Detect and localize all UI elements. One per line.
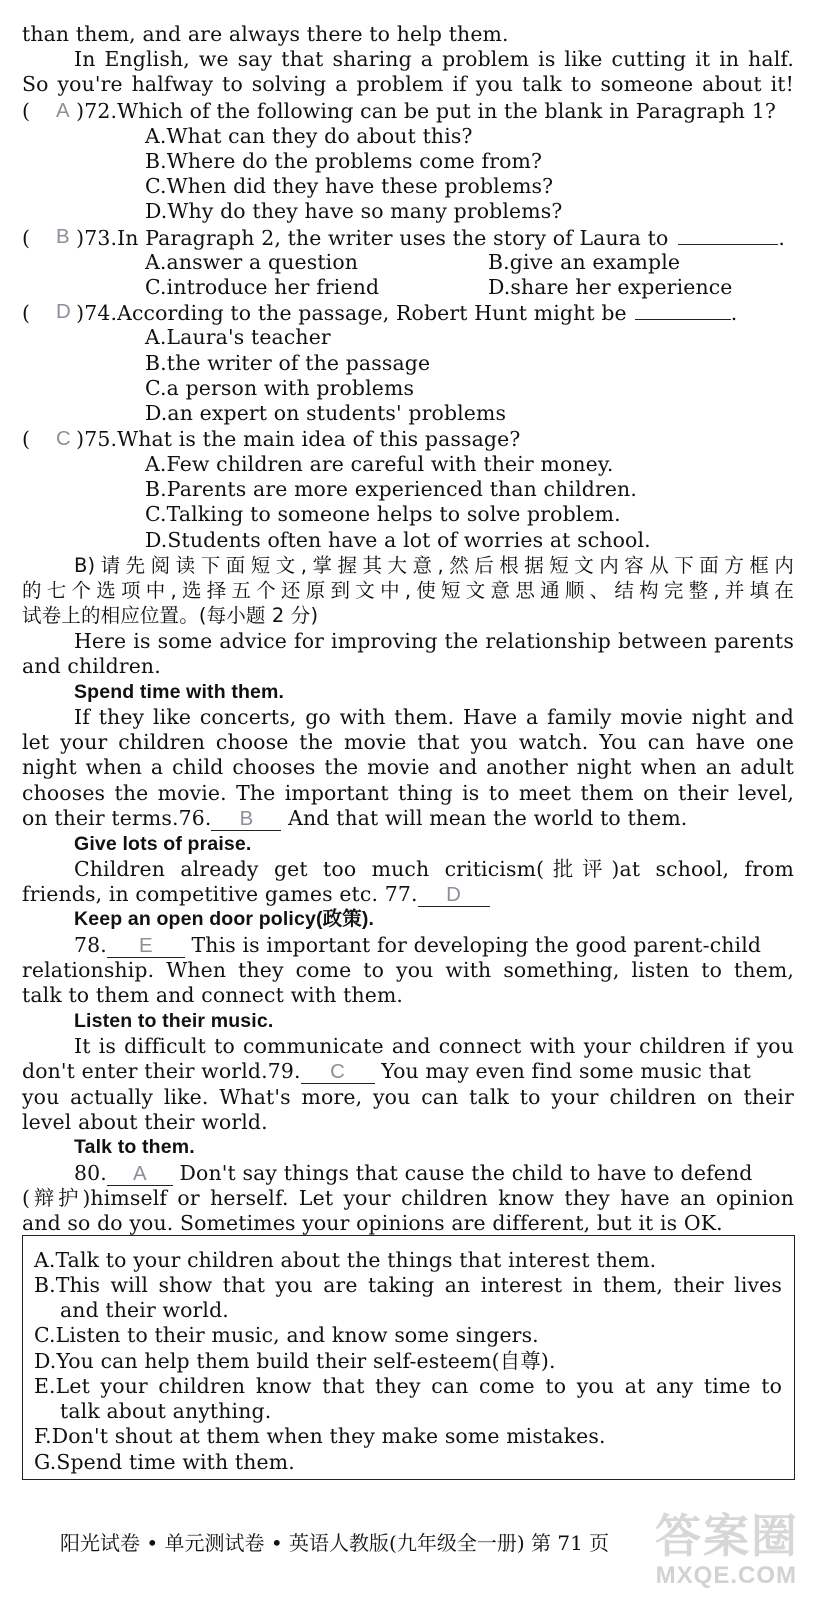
paragraph-line: Children already get too much criticism(批评)at school, from — [74, 857, 794, 881]
instruction-line: 试卷上的相应位置。(每小题 2 分) — [22, 604, 319, 627]
question-75: ( C )75.What is the main idea of this passage? — [22, 427, 521, 451]
paragraph-line: It is difficult to communicate and connect with your children if you — [74, 1034, 794, 1058]
option: D.Why do they have so many problems? — [145, 199, 563, 223]
paragraph-line — [74, 933, 761, 958]
paragraph-line: (辩护)himself or herself. Let your children know they have an opinion — [22, 1186, 794, 1210]
section-heading: Give lots of praise. — [74, 833, 252, 855]
answer-78: E — [139, 935, 153, 957]
paragraph-line: If they like concerts, go with them. Have a family movie night and — [74, 705, 794, 729]
paragraph-line — [74, 1161, 753, 1186]
answer-blank — [678, 225, 778, 245]
paragraph-line — [22, 1059, 751, 1084]
page-footer: 阳光试卷 • 单元测试卷 • 英语人教版(九年级全一册) 第 71 页 — [60, 1531, 610, 1555]
text-segment: You may even find some music that — [381, 1059, 751, 1083]
box-option: G.Spend time with them. — [34, 1450, 295, 1474]
answer-73: B — [56, 226, 70, 248]
text-segment: 80. — [74, 1161, 107, 1185]
option: A.What can they do about this? — [145, 124, 473, 148]
answer-blank — [635, 300, 731, 320]
answer-77: D — [446, 884, 462, 906]
section-heading: Keep an open door policy(政策). — [74, 908, 375, 930]
instruction-line: B)请先阅读下面短文,掌握其大意,然后根据短文内容从下面方框内 — [74, 554, 794, 577]
text-segment: don't enter their world.79. — [22, 1059, 301, 1083]
question-72: ( A )72.Which of the following can be put in the blank in Paragraph 1? — [22, 99, 776, 123]
option: A.answer a question — [145, 250, 359, 274]
watermark-url: MXQE.COM — [655, 1562, 797, 1589]
paragraph-line: talk to them and connect with them. — [22, 983, 404, 1007]
option: C.a person with problems — [145, 376, 415, 400]
option: C.Talking to someone helps to solve problem. — [145, 502, 621, 526]
intro-line: and children. — [22, 654, 161, 678]
paragraph-line: relationship. When they come to you with something, listen to them, — [22, 958, 794, 982]
question-stem: )75.What is the main idea of this passage? — [76, 427, 521, 451]
text-segment: friends, in competitive games etc. 77. — [22, 882, 418, 906]
box-option: F.Don't shout at them when they make some mistakes. — [34, 1424, 606, 1448]
text-segment: on their terms.76. — [22, 806, 212, 830]
box-option: A.Talk to your children about the things that interest them. — [34, 1248, 657, 1272]
question-stem: )73.In Paragraph 2, the writer uses the story of Laura to — [76, 226, 669, 250]
answer-80: A — [133, 1163, 147, 1185]
answer-72: A — [56, 100, 70, 122]
option: B.Where do the problems come from? — [145, 149, 543, 173]
text-segment: 78. — [74, 933, 107, 957]
section-heading: Spend time with them. — [74, 681, 285, 703]
answer-74: D — [56, 301, 71, 323]
answer-79: C — [330, 1061, 346, 1083]
paragraph-line: level about their world. — [22, 1110, 268, 1134]
passage-line: In English, we say that sharing a problem is like cutting it in half. — [74, 47, 794, 71]
passage-line: than them, and are always there to help them. — [22, 22, 509, 46]
passage-line: So you're halfway to solving a problem if you talk to someone about it! — [22, 72, 794, 96]
box-option: C.Listen to their music, and know some singers. — [34, 1323, 539, 1347]
answer-76: B — [239, 808, 254, 830]
section-heading: Talk to them. — [74, 1136, 195, 1158]
option: B.give an example — [488, 250, 681, 274]
question-74: ( D )74.According to the passage, Robert Hunt might be . — [22, 301, 738, 325]
paragraph-line — [22, 806, 687, 831]
paragraph-line: chooses the movie. The important thing is to meet them on their level, — [22, 781, 794, 805]
question-73: ( B )73.In Paragraph 2, the writer uses the story of Laura to . — [22, 226, 786, 250]
answer-75: C — [56, 428, 71, 450]
option: D.an expert on students' problems — [145, 401, 507, 425]
box-option: D.You can help them build their self-esteem(自尊). — [34, 1349, 556, 1373]
watermark: 答案圈 — [655, 1510, 799, 1562]
instruction-line: 的七个选项中,选择五个还原到文中,使短文意思通顺、结构完整,并填在 — [22, 579, 794, 602]
paragraph-line: night when a child chooses the movie and another night when an adult — [22, 755, 794, 779]
paragraph-line: you actually like. What's more, you can talk to your children on their — [22, 1085, 794, 1109]
option: A.Laura's teacher — [145, 325, 331, 349]
paragraph-line: let your children choose the movie that you watch. You can have one — [22, 730, 794, 754]
option: C.introduce her friend — [145, 275, 380, 299]
question-stem: )72.Which of the following can be put in the blank in Paragraph 1? — [76, 99, 776, 123]
option: B.Parents are more experienced than children. — [145, 477, 637, 501]
option: D.share her experience — [488, 275, 733, 299]
question-stem: )74.According to the passage, Robert Hunt might be — [76, 301, 627, 325]
box-option: talk about anything. — [60, 1399, 272, 1423]
paragraph-line: and so do you. Sometimes your opinions are different, but it is OK. — [22, 1211, 723, 1235]
option: D.Students often have a lot of worries at school. — [145, 528, 651, 552]
intro-line: Here is some advice for improving the relationship between parents — [74, 629, 794, 653]
option: A.Few children are careful with their money. — [145, 452, 614, 476]
answer-blank — [107, 1162, 173, 1186]
option: B.the writer of the passage — [145, 351, 431, 375]
answer-blank — [107, 934, 185, 958]
answer-blank — [211, 807, 281, 831]
text-segment: Don't say things that cause the child to have to defend — [179, 1161, 753, 1185]
box-option: E.Let your children know that they can come to you at any time to — [34, 1374, 782, 1398]
text-segment: And that will mean the world to them. — [288, 806, 688, 830]
paragraph-line — [22, 882, 490, 907]
answer-blank — [301, 1060, 375, 1084]
section-heading: Listen to their music. — [74, 1010, 274, 1032]
option: C.When did they have these problems? — [145, 174, 554, 198]
answer-blank — [418, 883, 490, 907]
text-segment: This is important for developing the good parent-child — [191, 933, 762, 957]
box-option: and their world. — [60, 1298, 229, 1322]
box-option: B.This will show that you are taking an interest in them, their lives — [34, 1273, 782, 1297]
